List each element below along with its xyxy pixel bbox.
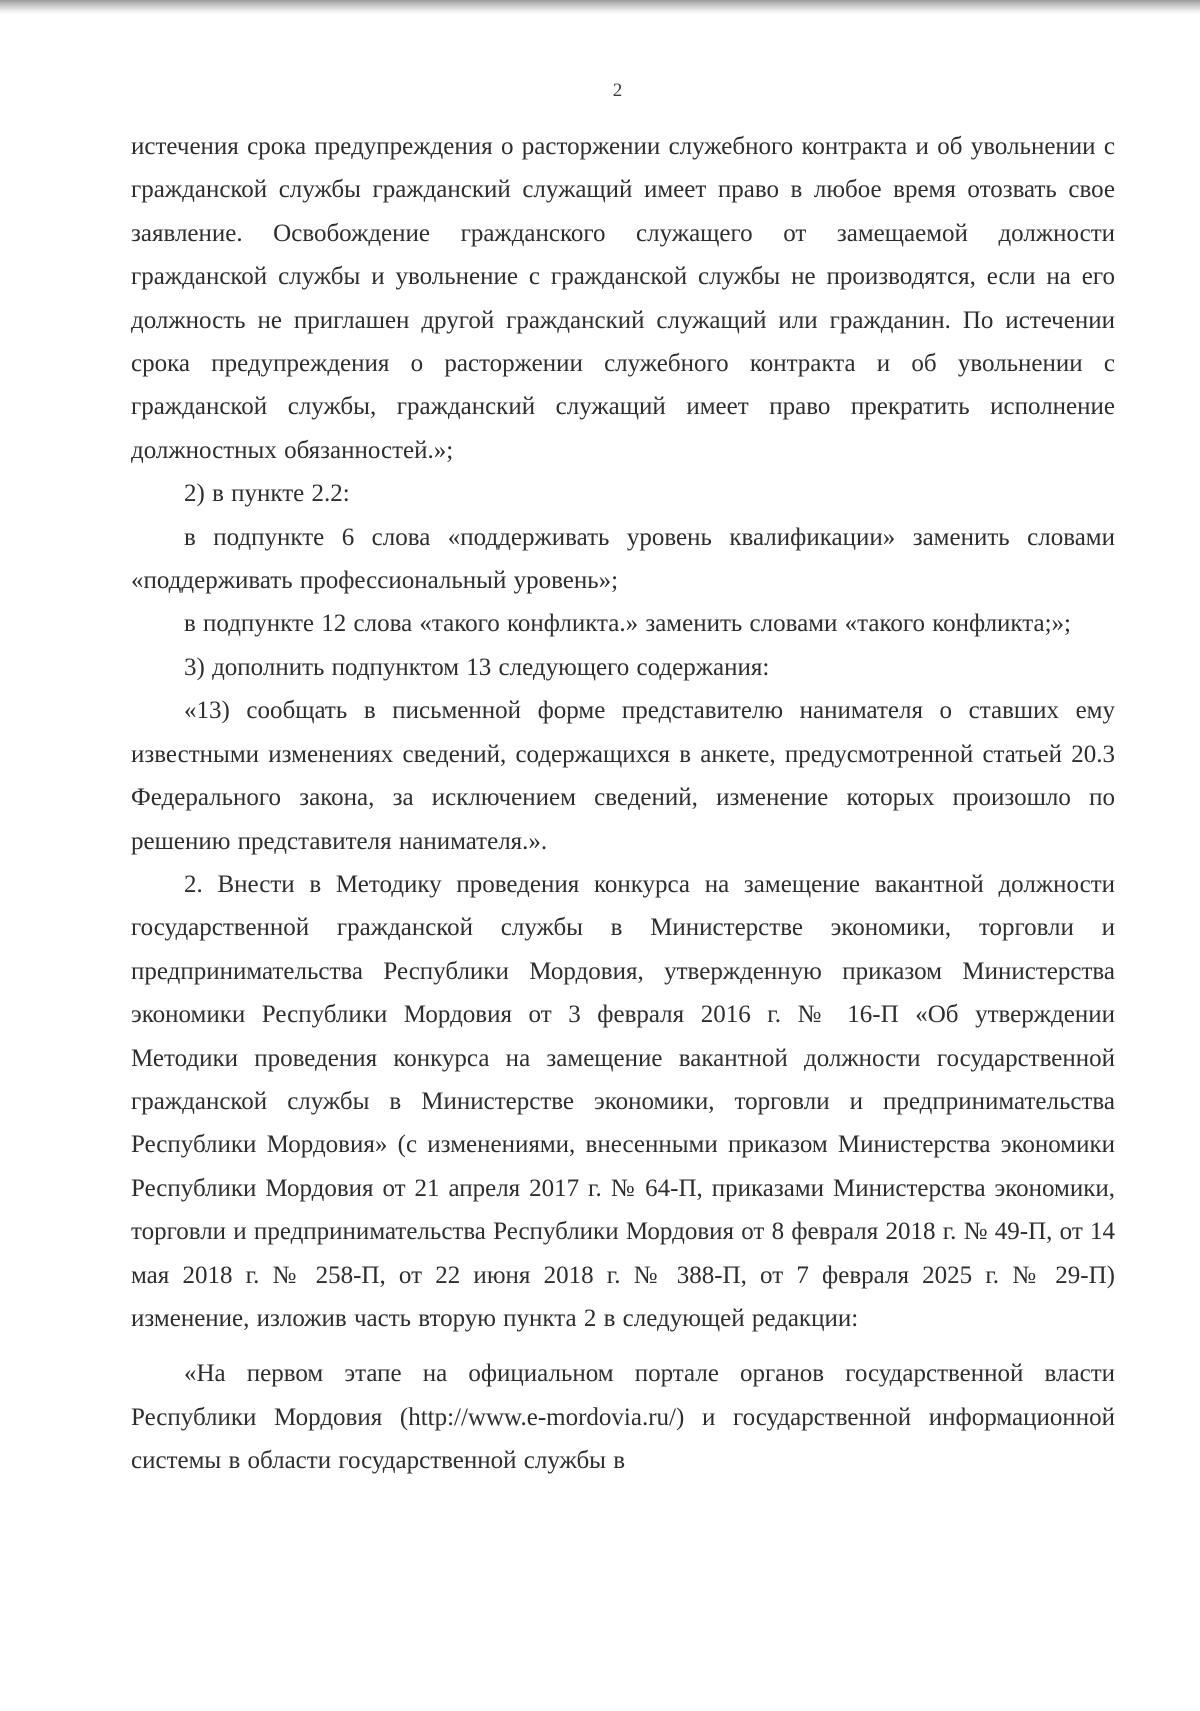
paragraph-continuation: истечения срока предупреждения о расторжении служебного контракта и об увольнении с гражданской службы гражданский служащий имеет право в любое время отозвать свое заявление. Освобождение гражданского служащего от замещаемой должности гражданской службы и увольнение с гражданской службы не производятся, если на его должность не приглашен другой гражданский служащий или гражданин. По истечении срока предупреждения о расторжении служебного контракта и об увольнении с гражданской службы, гражданский служащий имеет право прекратить исполнение должностных обязанностей.»; — [131, 133, 1115, 464]
paragraph-item-3: 3) дополнить подпунктом 13 следующего содержания: — [184, 653, 770, 681]
paragraph-item-2: 2) в пункте 2.2: — [184, 480, 350, 508]
document-body — [131, 125, 1115, 1483]
page-number: 2 — [612, 80, 623, 101]
paragraph-quoted-text: «На первом этапе на официальном портале органов государственной власти Республики Мордовия (http://www.e-mordovia.ru/) и государственной информационной системы в области государственной службы в — [131, 1360, 1115, 1475]
paragraph-subitem-12: в подпункте 12 слова «такого конфликта.» заменить словами «такого конфликта;»; — [184, 610, 1071, 638]
paragraph-section-2: 2. Внести в Методику проведения конкурса на замещение вакантной должности государственной гражданской службы в Министерстве экономики, торговли и предпринимательства Республики Мордовия, утвержденную приказом Министерства экономики Республики Мордовия от 3 февраля 2016 г. № 16-П «Об утверждении Методики проведения конкурса на замещение вакантной должности государственной гражданской службы в Министерстве экономики, торговли и предпринимательства Республики Мордовия» (с изменениями, внесенными приказом Министерства экономики Республики Мордовия от 21 апреля 2017 г. № 64-П, приказами Министерства экономики, торговли и предпринимательства Республики Мордовия от 8 февраля 2018 г. № 49-П, от 14 мая 2018 г. № 258-П, от 22 июня 2018 г. № 388-П, от 7 февраля 2025 г. № 29-П) изменение, изложив часть вторую пункта 2 в следующей редакции: — [131, 870, 1115, 1332]
paragraph-subitem-6: в подпункте 6 слова «поддерживать уровень квалификации» заменить словами «поддерживать профессиональный уровень»; — [131, 523, 1115, 595]
paragraph-subitem-13: «13) сообщать в письменной форме представителю нанимателя о ставших ему известными изменениях сведений, содержащихся в анкете, предусмотренной статьей 20.3 Федерального закона, за исключением сведений, изменение которых произошло по решению представителя нанимателя.». — [131, 697, 1115, 855]
